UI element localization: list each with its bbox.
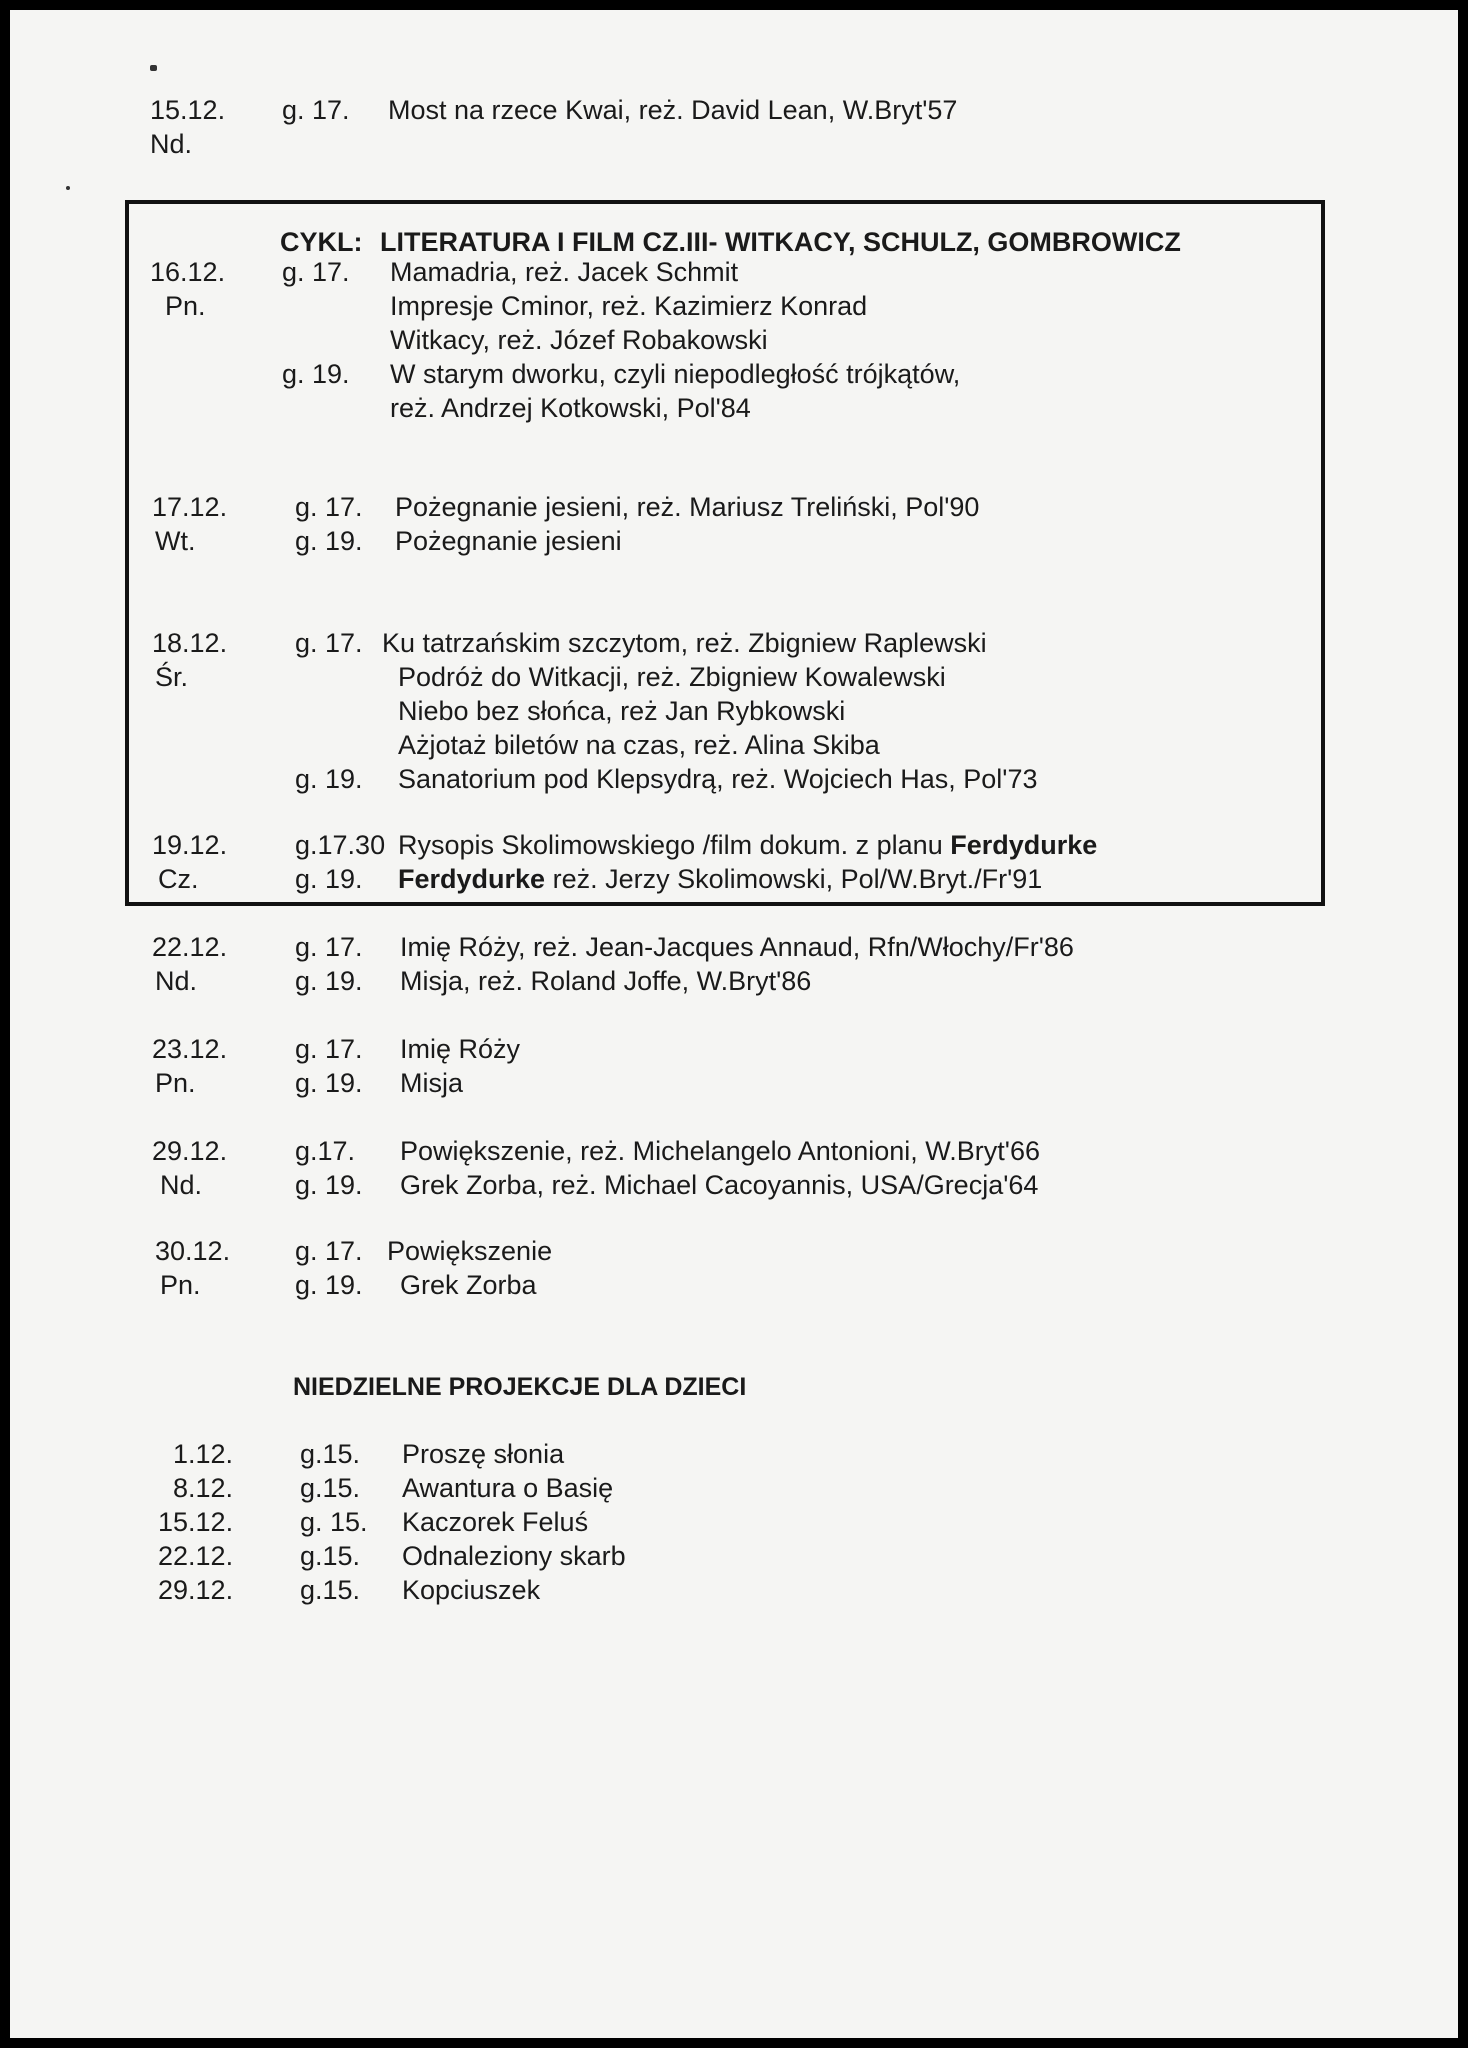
document-page <box>10 10 1458 2038</box>
d17-line-2: Pożegnanie jesieni <box>395 526 622 556</box>
d16-date: 16.12. <box>150 257 226 287</box>
d22-date: 22.12. <box>152 932 228 962</box>
kids-date: 22.12. <box>158 1541 234 1571</box>
d19-line-1-bold: Ferdydurke <box>950 830 1098 860</box>
d16-day: Pn. <box>165 291 206 321</box>
d19-date: 19.12. <box>152 830 228 860</box>
d22-day: Nd. <box>155 966 198 996</box>
d18-time-2: g. 19. <box>295 764 363 794</box>
d17-line-1: Pożegnanie jesieni, reż. Mariusz Treliński, Pol'90 <box>395 492 980 522</box>
d19-time-1: g.17.30 <box>295 830 386 860</box>
d18-date: 18.12. <box>152 628 228 658</box>
top-day: Nd. <box>150 129 193 159</box>
kids-date: 8.12. <box>173 1473 234 1503</box>
kids-time: g. 15. <box>300 1507 368 1537</box>
d17-time-1: g. 17. <box>295 492 363 522</box>
kids-time: g.15. <box>300 1541 361 1571</box>
kids-heading: NIEDZIELNE PROJEKCJE DLA DZIECI <box>293 1373 747 1401</box>
d18-line-2: Podróż do Witkacji, reż. Zbigniew Kowalewski <box>398 662 946 692</box>
d19-line-1-text: Rysopis Skolimowskiego /film dokum. z planu <box>398 830 943 860</box>
top-date: 15.12. <box>150 95 226 125</box>
d29-line-1: Powiększenie, reż. Michelangelo Antonioni, W.Bryt'66 <box>400 1136 1040 1166</box>
kids-date: 29.12. <box>158 1575 234 1605</box>
top-title: Most na rzece Kwai, reż. David Lean, W.Bryt'57 <box>388 95 958 125</box>
d19-line-2-text: reż. Jerzy Skolimowski, Pol/W.Bryt./Fr'91 <box>552 864 1043 894</box>
d18-line-5: Sanatorium pod Klepsydrą, reż. Wojciech Has, Pol'73 <box>398 764 1038 794</box>
d18-time-1: g. 17. <box>295 628 363 658</box>
d16-time-1: g. 17. <box>282 257 350 287</box>
kids-title: Kaczorek Feluś <box>402 1507 589 1537</box>
cycle-title: LITERATURA I FILM CZ.III- WITKACY, SCHULZ, GOMBROWICZ <box>380 227 1181 257</box>
kids-title: Kopciuszek <box>402 1575 541 1605</box>
d30-time-2: g. 19. <box>295 1270 363 1300</box>
d23-line-2: Misja <box>400 1068 464 1098</box>
d16-line-5: reż. Andrzej Kotkowski, Pol'84 <box>390 393 751 423</box>
d22-time-2: g. 19. <box>295 966 363 996</box>
d23-date: 23.12. <box>152 1034 228 1064</box>
speck <box>150 65 157 71</box>
kids-time: g.15. <box>300 1473 361 1503</box>
d16-line-1: Mamadria, reż. Jacek Schmit <box>390 257 739 287</box>
d19-time-2: g. 19. <box>295 864 363 894</box>
d22-line-2: Misja, reż. Roland Joffe, W.Bryt'86 <box>400 966 812 996</box>
kids-title: Odnaleziony skarb <box>402 1541 626 1571</box>
d23-line-1: Imię Róży <box>400 1034 521 1064</box>
d23-day: Pn. <box>155 1068 196 1098</box>
d17-day: Wt. <box>155 526 196 556</box>
d17-time-2: g. 19. <box>295 526 363 556</box>
kids-time: g.15. <box>300 1439 361 1469</box>
d19-day: Cz. <box>158 864 199 894</box>
d22-time-1: g. 17. <box>295 932 363 962</box>
d29-time-2: g. 19. <box>295 1170 363 1200</box>
d30-line-2: Grek Zorba <box>400 1270 537 1300</box>
d29-day: Nd. <box>160 1170 203 1200</box>
d16-line-2: Impresje Cminor, reż. Kazimierz Konrad <box>390 291 868 321</box>
d29-time-1: g.17. <box>295 1136 356 1166</box>
d29-date: 29.12. <box>152 1136 228 1166</box>
d23-time-1: g. 17. <box>295 1034 363 1064</box>
kids-time: g.15. <box>300 1575 361 1605</box>
d19-line-2-bold: Ferdydurke <box>398 864 546 894</box>
d19-line-1 <box>398 828 1097 862</box>
d30-line-1: Powiększenie <box>387 1236 553 1266</box>
d19-line-2 <box>398 862 1042 896</box>
d16-time-2: g. 19. <box>282 359 350 389</box>
d30-date: 30.12. <box>155 1236 231 1266</box>
d16-line-4: W starym dworku, czyli niepodległość trójkątów, <box>390 359 961 389</box>
top-time: g. 17. <box>282 95 350 125</box>
kids-title: Proszę słonia <box>402 1439 565 1469</box>
d23-time-2: g. 19. <box>295 1068 363 1098</box>
d30-day: Pn. <box>160 1270 201 1300</box>
d29-line-2: Grek Zorba, reż. Michael Cacoyannis, USA/Grecja'64 <box>400 1170 1039 1200</box>
kids-date: 15.12. <box>158 1507 234 1537</box>
kids-title: Awantura o Basię <box>402 1473 614 1503</box>
d22-line-1: Imię Róży, reż. Jean-Jacques Annaud, Rfn/Włochy/Fr'86 <box>400 932 1074 962</box>
d18-line-1: Ku tatrzańskim szczytom, reż. Zbigniew Raplewski <box>382 628 987 658</box>
kids-date: 1.12. <box>173 1439 234 1469</box>
d18-day: Śr. <box>155 662 189 692</box>
d17-date: 17.12. <box>152 492 228 522</box>
cycle-label: CYKL: <box>280 227 363 257</box>
d18-line-4: Ażjotaż biletów na czas, reż. Alina Skiba <box>398 730 880 760</box>
speck <box>66 186 70 190</box>
d18-line-3: Niebo bez słońca, reż Jan Rybkowski <box>398 696 846 726</box>
d30-time-1: g. 17. <box>295 1236 363 1266</box>
d16-line-3: Witkacy, reż. Józef Robakowski <box>390 325 768 355</box>
